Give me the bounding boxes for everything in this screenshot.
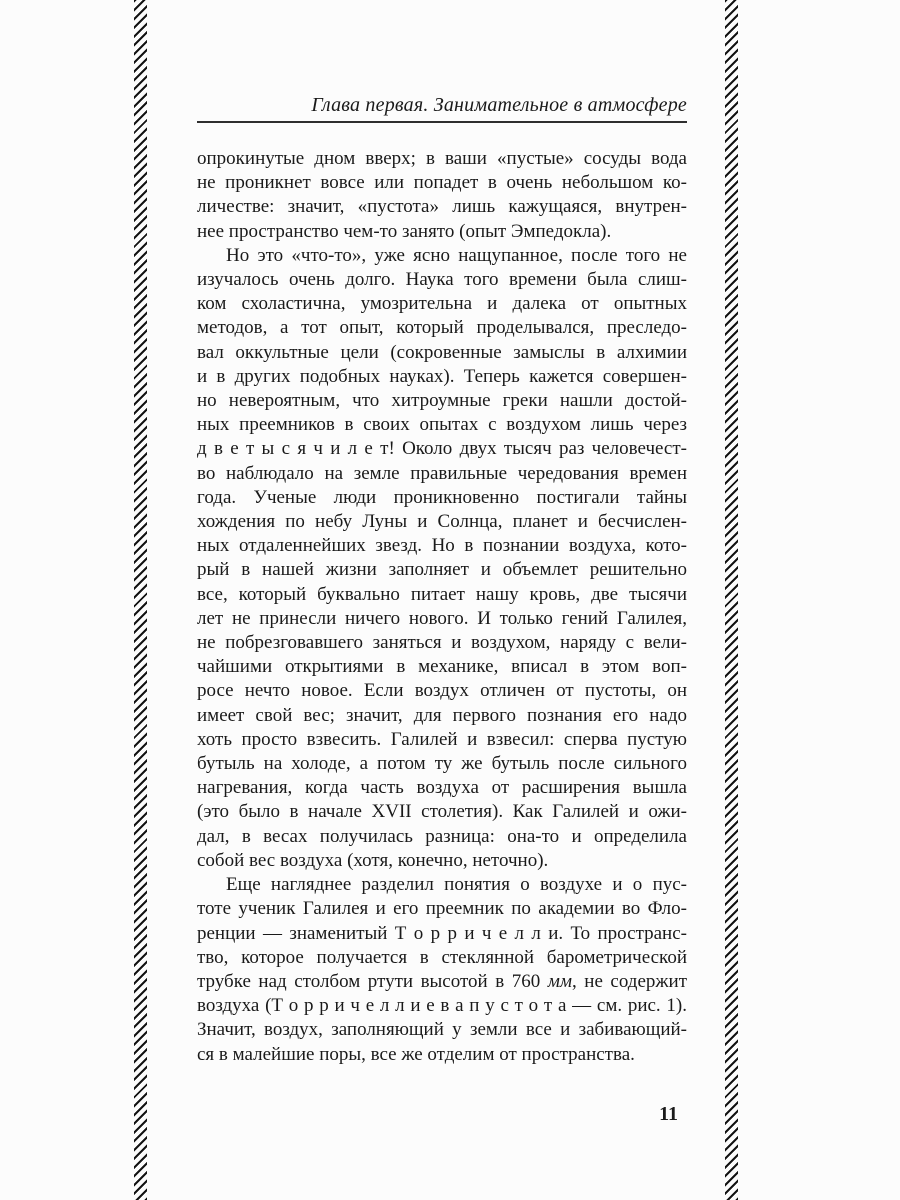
text-line: ком схоластична, умозрительна и далека от опытных bbox=[197, 293, 687, 315]
text-line: Значит, воздух, заполняющий у земли все и забивающий- bbox=[197, 1019, 687, 1041]
page-number: 11 bbox=[659, 1103, 678, 1125]
text-line: тоте ученик Галилея и его преемник по академии во Фло- bbox=[197, 898, 687, 920]
text-line: вал оккультные цели (сокровенные замыслы в алхимии bbox=[197, 341, 687, 363]
text-line: опрокинутые дном вверх; в ваши «пустые» сосуды вода bbox=[197, 148, 687, 169]
paragraph bbox=[197, 873, 687, 1067]
text-line: все, который буквально питает нашу кровь, две тысячи bbox=[197, 583, 687, 605]
chapter-title: Глава первая. Занимательное в атмосфере bbox=[311, 94, 687, 116]
text-line: тво, которое получается в стеклянной барометрической bbox=[197, 946, 687, 968]
paragraph bbox=[197, 244, 687, 873]
text-line: ных отдаленнейших звезд. Но в познании воздуха, кото- bbox=[197, 535, 687, 557]
text-line: трубке над столбом ртути высотой в 760 мм, не содержит bbox=[197, 970, 687, 992]
text-line: не побрезговавшего заняться и воздухом, наряду с вели- bbox=[197, 632, 687, 654]
text-line: росе нечто новое. Если воздух отличен от пустоты, он bbox=[197, 680, 687, 702]
text-line: воздуха (Т о р р и ч е л л и е в а п у с т о т а — см. рис. 1). bbox=[197, 995, 687, 1017]
page-content bbox=[197, 0, 687, 1200]
text-line: Но это «что-то», уже ясно нащупанное, после того не bbox=[226, 244, 687, 266]
right-border-hatch-decoration bbox=[725, 0, 738, 1200]
running-head bbox=[197, 92, 687, 123]
header-rule bbox=[197, 121, 687, 123]
paragraph bbox=[197, 147, 687, 244]
text-line: нагревания, когда часть воздуха от расширения вышла bbox=[197, 777, 687, 799]
text-line: бутыль на холоде, а потом ту же бутыль после сильного bbox=[197, 753, 687, 775]
text-line: изучалось очень долго. Наука того времени была слиш- bbox=[197, 269, 687, 291]
text-line: личестве: значит, «пустота» лишь кажущаяся, внутрен- bbox=[197, 196, 687, 218]
text-line: во наблюдало на земле правильные чередования времен bbox=[197, 462, 687, 484]
text-line: лет не принесли ничего нового. И только гений Галилея, bbox=[197, 607, 687, 629]
text-line: имеет свой вес; значит, для первого познания его надо bbox=[197, 704, 687, 726]
text-line: хоть просто взвесить. Галилей и взвесил: сперва пустую bbox=[197, 728, 687, 750]
text-line: рый в нашей жизни заполняет и объемлет решительно bbox=[197, 559, 687, 581]
text-line: собой вес воздуха (хотя, конечно, неточно). bbox=[197, 849, 549, 871]
body-text bbox=[197, 147, 687, 1067]
text-line: д в е т ы с я ч и л е т! Около двух тысяч раз человечест- bbox=[197, 438, 687, 460]
text-line: ренции — знаменитый Т о р р и ч е л л и. То пространс- bbox=[197, 922, 687, 944]
text-line: Еще нагляднее разделил понятия о воздухе и о пус- bbox=[226, 874, 687, 896]
text-line: хождения по небу Луны и Солнца, планет и бесчислен- bbox=[197, 511, 687, 533]
text-line: (это было в начале XVII столетия). Как Галилей и ожи- bbox=[197, 801, 687, 823]
text-line: года. Ученые люди проникновенно постигали тайны bbox=[197, 486, 687, 508]
text-line: не проникнет вовсе или попадет в очень небольшом ко- bbox=[197, 172, 687, 194]
text-line: чайшими открытиями в механике, вписал в этом воп- bbox=[197, 656, 687, 678]
text-line: нее пространство чем-то занято (опыт Эмпедокла). bbox=[197, 220, 612, 242]
text-line: ся в малейшие поры, все же отделим от пространства. bbox=[197, 1043, 635, 1065]
text-line: дал, в весах получилась разница: она-то и определила bbox=[197, 825, 687, 847]
text-line: методов, а тот опыт, который проделывался, преследо- bbox=[197, 317, 687, 339]
text-line: но невероятным, что хитроумные греки нашли достой- bbox=[197, 390, 687, 412]
text-line: ных преемников в своих опытах с воздухом лишь через bbox=[197, 414, 687, 436]
left-border-hatch-decoration bbox=[134, 0, 147, 1200]
text-line: и в других подобных науках). Теперь кажется совершен- bbox=[197, 365, 687, 387]
